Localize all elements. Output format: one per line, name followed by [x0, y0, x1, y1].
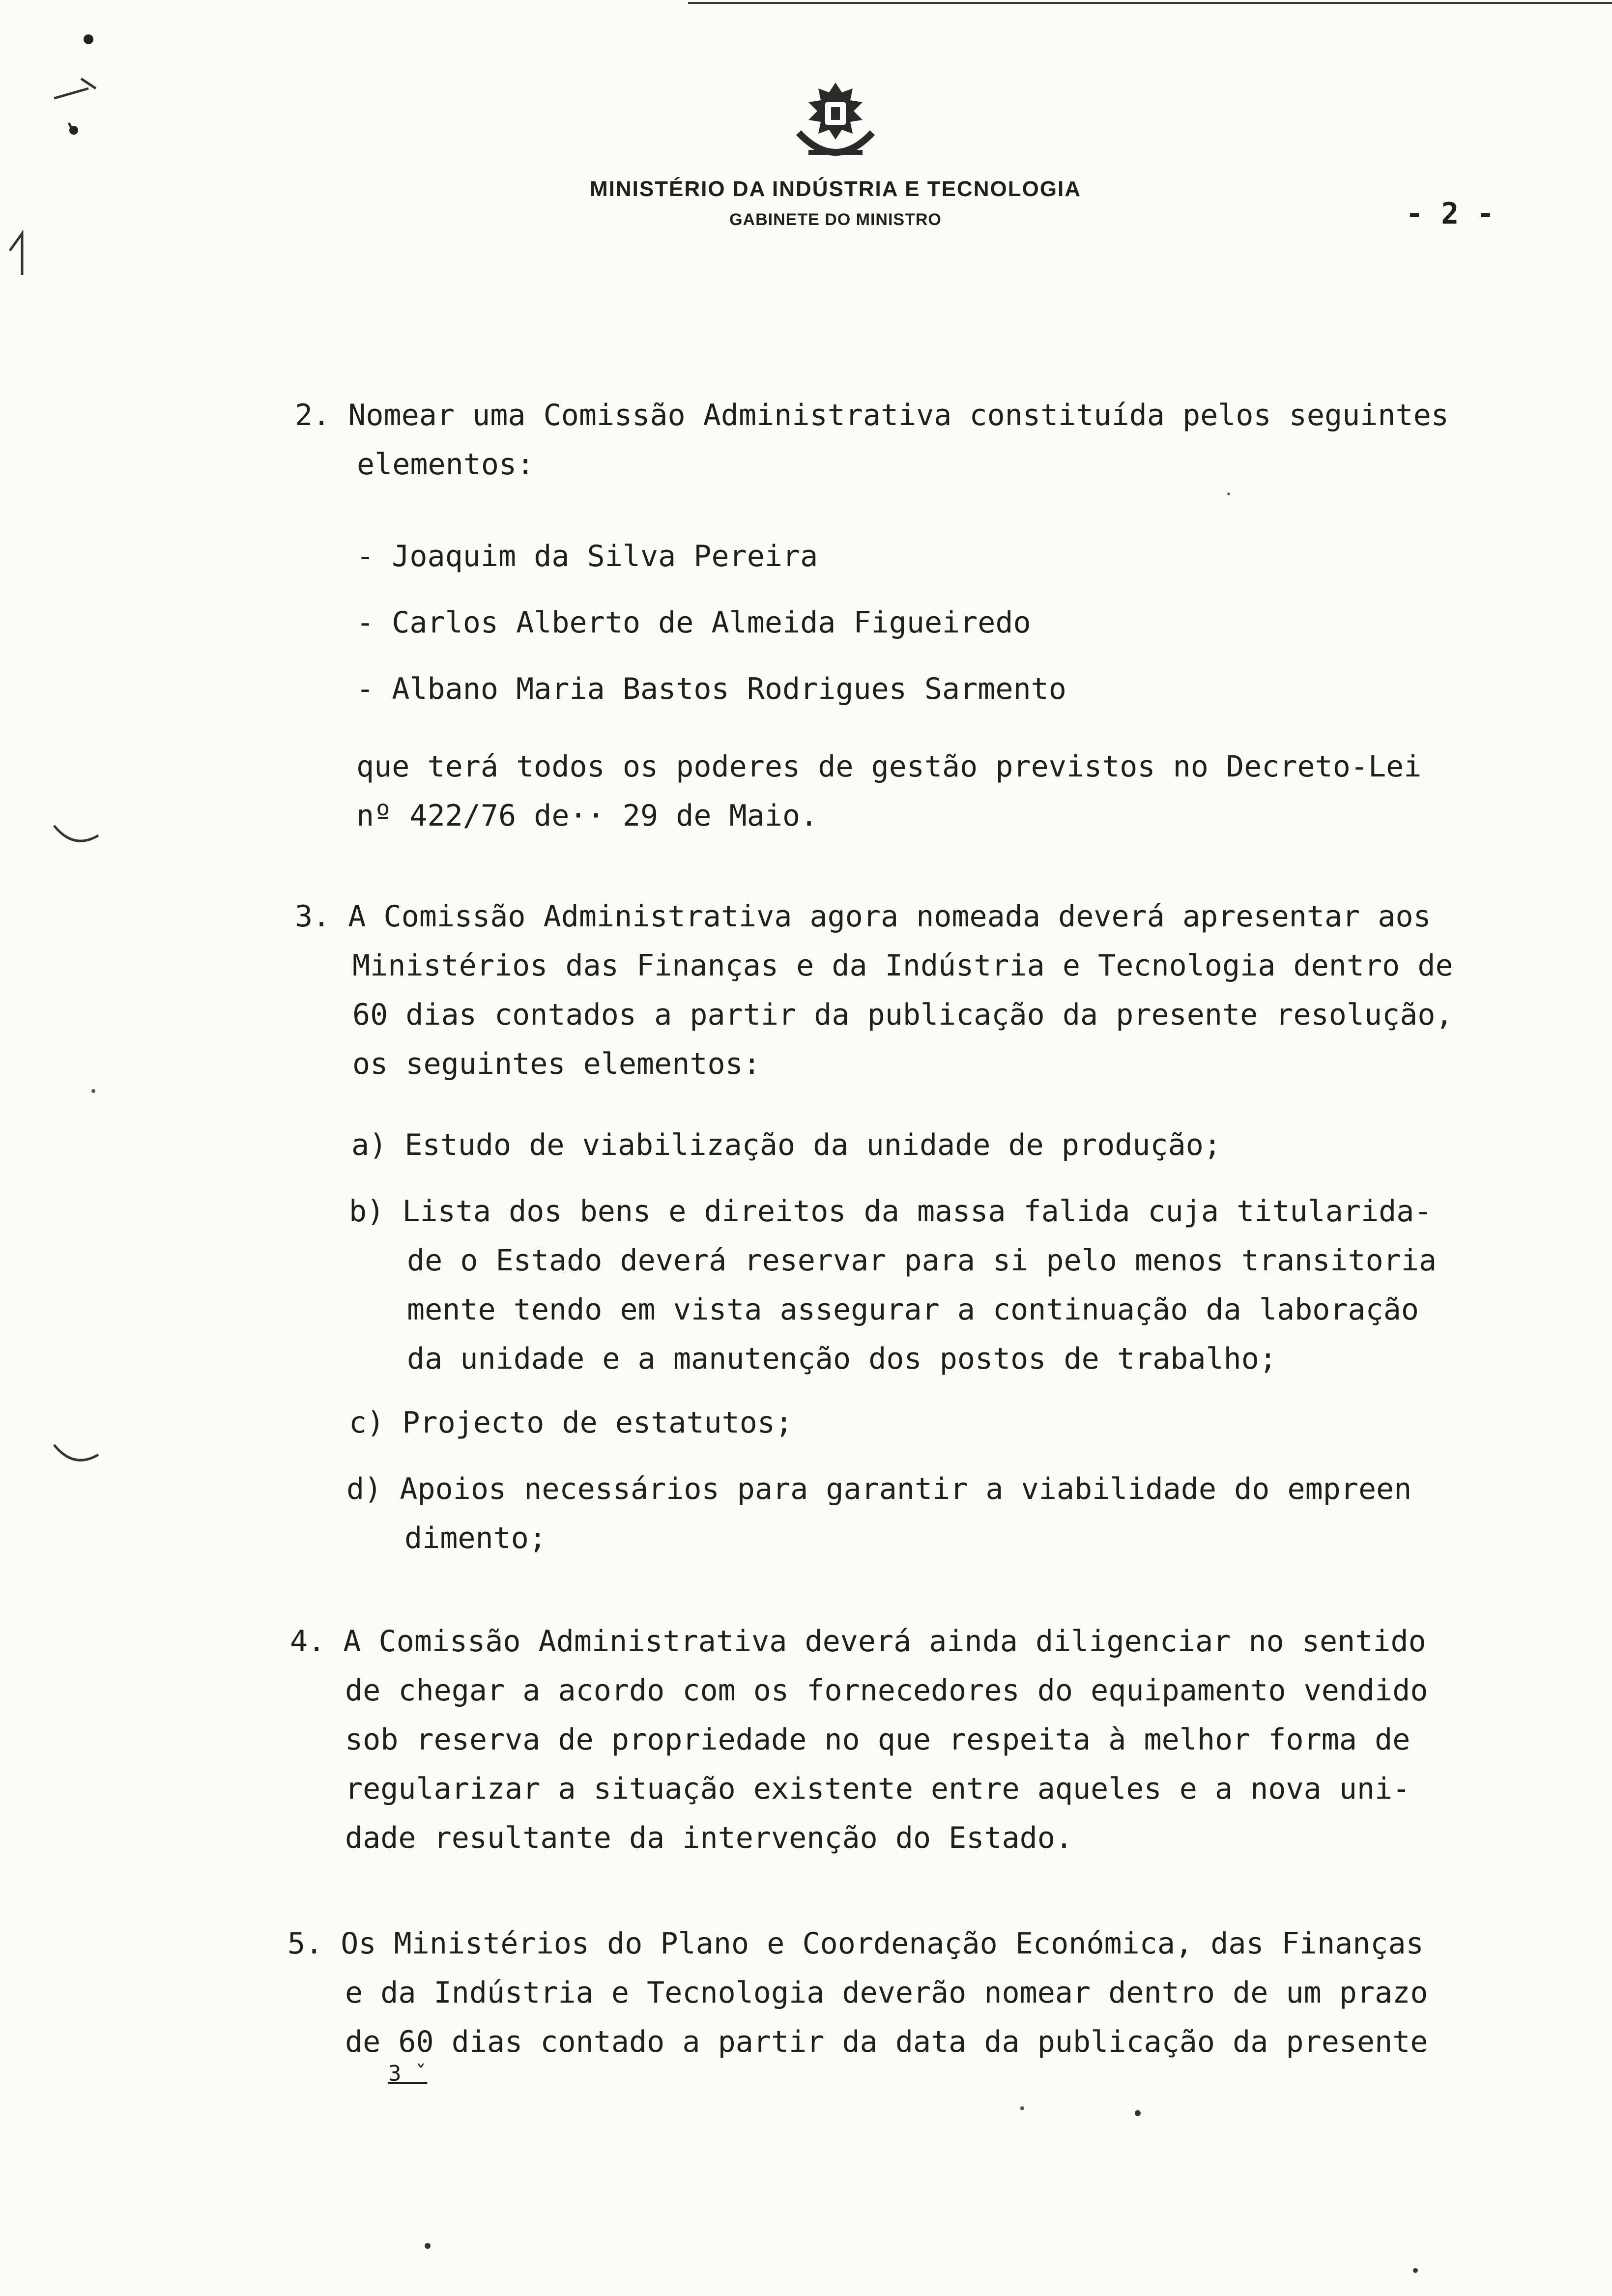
paragraph-line: da unidade e a manutenção dos postos de trabalho;: [407, 1342, 1277, 1376]
continuation-mark: 3 ˇ: [388, 2061, 428, 2086]
paragraph-line: de chegar a acordo com os fornecedores do equipamento vendido: [345, 1673, 1428, 1708]
list-item: - Joaquim da Silva Pereira: [356, 539, 818, 574]
paragraph-line: A Comissão Administrativa agora nomeada deverá apresentar aos: [348, 899, 1431, 934]
paragraph-line: e da Indústria e Tecnologia deverão nomear dentro de um prazo: [345, 1976, 1428, 2010]
cabinet-name: GABINETE DO MINISTRO: [729, 210, 942, 229]
paragraph-line: mente tendo em vista assegurar a continuação da laboração: [407, 1292, 1419, 1327]
paragraph-line: de 60 dias contado a partir da data da publicação da presente: [345, 2025, 1428, 2059]
paragraph-line: 60 dias contados a partir da publicação da presente resolução,: [352, 998, 1453, 1032]
page-number: - 2 -: [1406, 197, 1495, 231]
paragraph-line: que terá todos os poderes de gestão previstos no Decreto-Lei: [356, 749, 1422, 784]
paragraph-line: Os Ministérios do Plano e Coordenação Económica, das Finanças: [341, 1926, 1424, 1961]
item-number: 3.: [295, 899, 331, 934]
paragraph-line: dimento;: [404, 1521, 547, 1555]
list-item: - Carlos Alberto de Almeida Figueiredo: [356, 605, 1031, 640]
paragraph-line: elementos:: [357, 447, 535, 482]
paragraph-line: a) Estudo de viabilização da unidade de produção;: [351, 1128, 1222, 1162]
paragraph-line: Ministérios das Finanças e da Indústria e Tecnologia dentro de: [352, 948, 1453, 983]
paragraph-line: b) Lista dos bens e direitos da massa falida cuja titularida-: [349, 1194, 1432, 1229]
paragraph-line: de o Estado deverá reservar para si pelo menos transitoria: [407, 1243, 1437, 1278]
item-number: 2.: [295, 398, 331, 432]
ministry-name: MINISTÉRIO DA INDÚSTRIA E TECNOLOGIA: [589, 177, 1082, 201]
paragraph-line: dade resultante da intervenção do Estado.: [345, 1821, 1073, 1855]
item-number: 4.: [290, 1624, 326, 1659]
paragraph-line: regularizar a situação existente entre aqueles e a nova uni-: [345, 1772, 1410, 1806]
paragraph-line: sob reserva de propriedade no que respeita à melhor forma de: [345, 1722, 1410, 1757]
paragraph-line: c) Projecto de estatutos;: [349, 1406, 793, 1440]
paragraph-line: os seguintes elementos:: [352, 1047, 761, 1081]
paragraph-line: nº 422/76 de·· 29 de Maio.: [356, 799, 818, 833]
paragraph-line: Nomear uma Comissão Administrativa constituída pelos seguintes: [348, 398, 1449, 432]
paragraph-line: d) Apoios necessários para garantir a viabilidade do empreen: [346, 1472, 1412, 1506]
item-number: 5.: [288, 1926, 323, 1961]
continuation-page: 3: [388, 2061, 402, 2086]
paragraph-line: A Comissão Administrativa deverá ainda diligenciar no sentido: [343, 1624, 1426, 1659]
list-item: - Albano Maria Bastos Rodrigues Sarmento: [356, 672, 1066, 706]
